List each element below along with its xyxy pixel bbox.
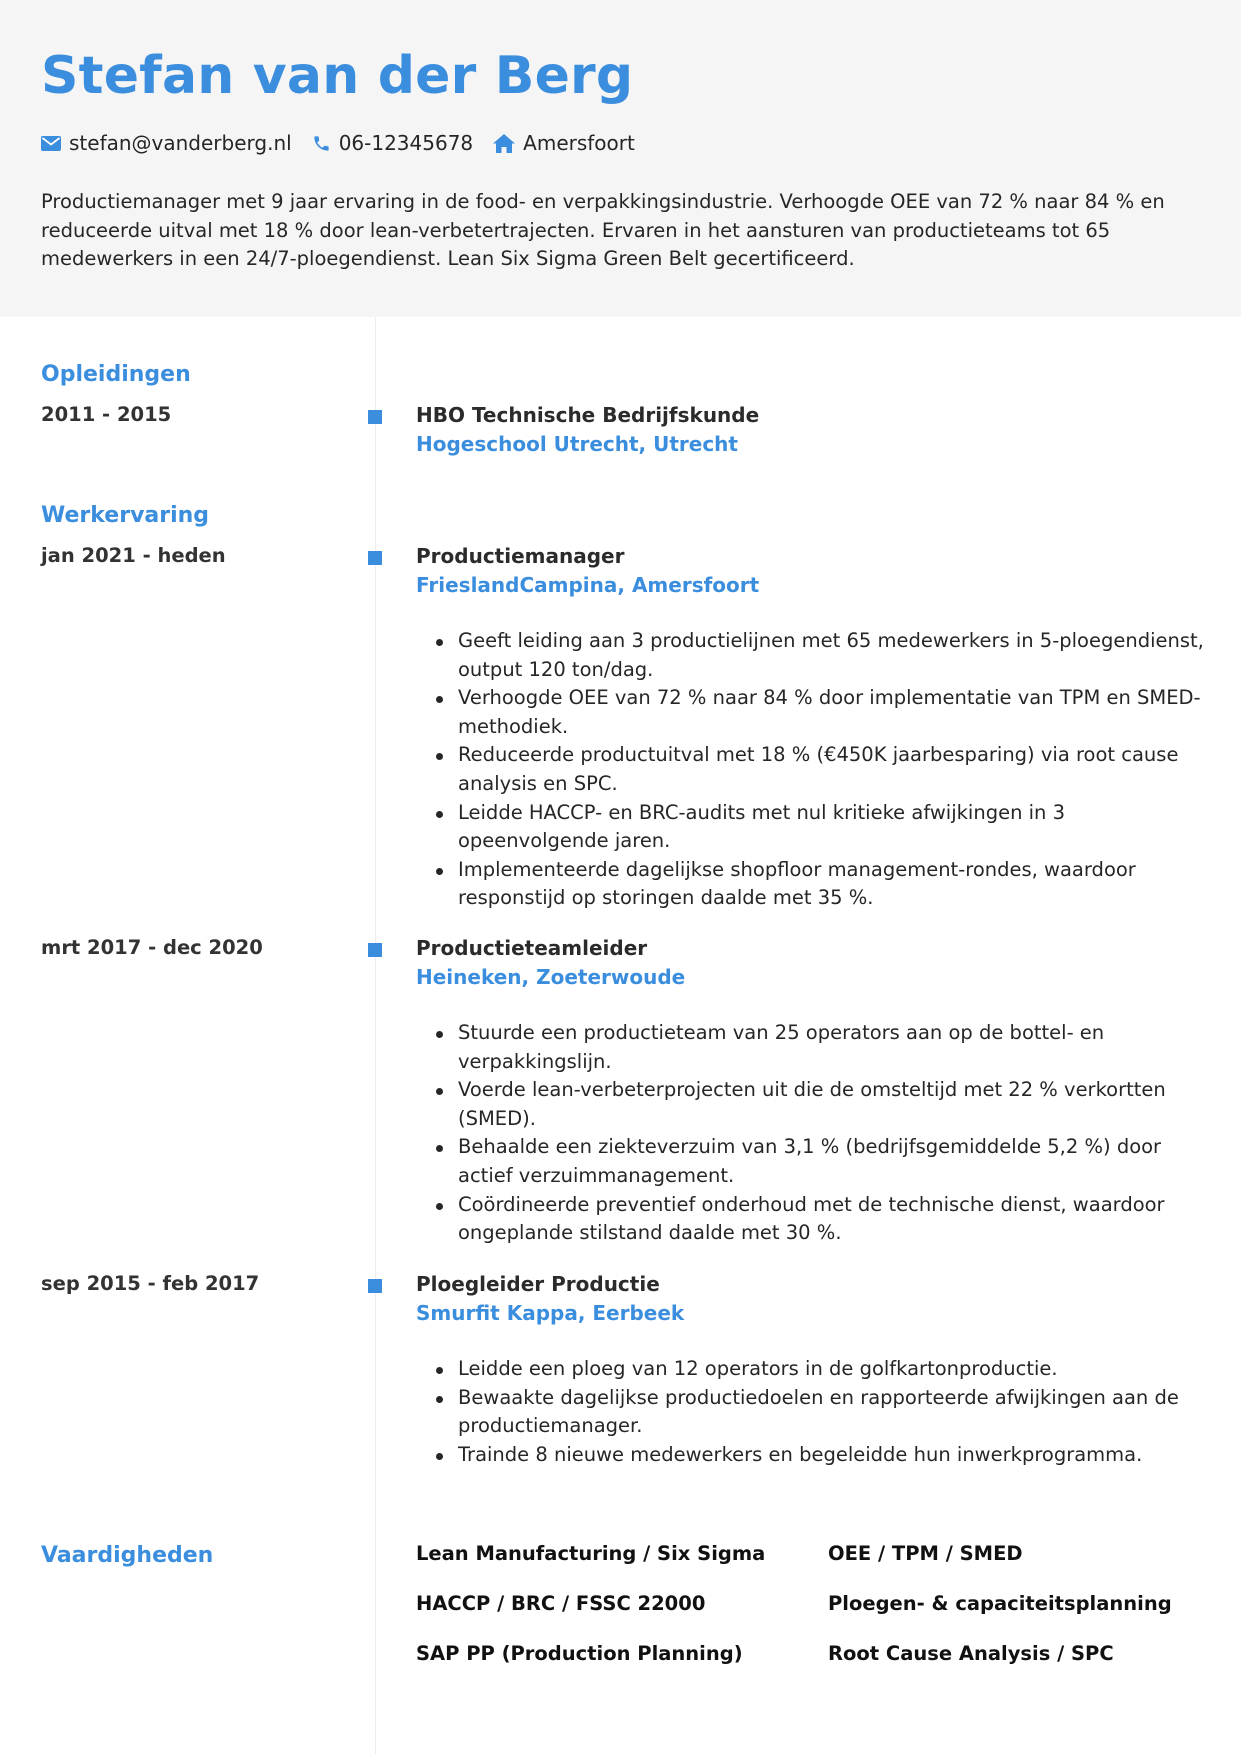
skill-item: Lean Manufacturing / Six Sigma: [416, 1542, 766, 1565]
job-responsibilities: [416, 1355, 1206, 1469]
list-item: Trainde 8 nieuwe medewerkers en begeleidde hun inwerkprogramma.: [458, 1441, 1206, 1470]
job-company: Smurfit Kappa, Eerbeek: [416, 1301, 685, 1325]
job-company: FrieslandCampina, Amersfoort: [416, 573, 760, 597]
job-period: jan 2021 - heden: [41, 544, 226, 567]
list-item: Leidde HACCP- en BRC-audits met nul kritieke afwijkingen in 3 opeenvolgende jaren.: [458, 799, 1206, 856]
contact-location-text: Amersfoort: [523, 131, 635, 155]
list-item: Verhoogde OEE van 72 % naar 84 % door implementatie van TPM en SMED-methodiek.: [458, 684, 1206, 741]
job-title: Productiemanager: [416, 544, 625, 568]
list-item: Stuurde een productieteam van 25 operators aan op de bottel- en verpakkingslijn.: [458, 1019, 1206, 1076]
list-item: Reduceerde productuitval met 18 % (€450K jaarbesparing) via root cause analysis en SPC.: [458, 741, 1206, 798]
resume-header: [0, 0, 1241, 317]
contact-phone[interactable]: [312, 131, 473, 155]
list-item: Voerde lean-verbeterprojecten uit die de omsteltijd met 22 % verkortten (SMED).: [458, 1076, 1206, 1133]
list-item: Bewaakte dagelijkse productiedoelen en rapporteerde afwijkingen aan de productiemanager.: [458, 1384, 1206, 1441]
skills-grid: [416, 1540, 1206, 1668]
timeline-marker: [368, 943, 382, 957]
education-period: 2011 - 2015: [41, 403, 172, 426]
section-title-education: Opleidingen: [41, 362, 191, 387]
skill-item: Ploegen- & capaciteitsplanning: [828, 1592, 1172, 1615]
contact-row: [41, 128, 655, 158]
contact-phone-text: 06-12345678: [338, 131, 474, 155]
contact-email[interactable]: [41, 131, 292, 155]
job-title: Ploegleider Productie: [416, 1272, 660, 1296]
job-entry: [416, 542, 1206, 913]
candidate-name: Stefan van der Berg: [41, 46, 634, 106]
timeline-marker: [368, 551, 382, 565]
education-degree: HBO Technische Bedrijfskunde: [416, 403, 760, 427]
list-item: Implementeerde dagelijkse shopfloor management-rondes, waardoor responstijd op storingen daalde met 35 %.: [458, 856, 1206, 913]
contact-email-text: stefan@vanderberg.nl: [69, 131, 292, 155]
section-title-skills: Vaardigheden: [41, 1543, 214, 1568]
timeline-divider: [375, 317, 376, 1754]
list-item: Coördineerde preventief onderhoud met de technische dienst, waardoor ongeplande stilstand daalde met 30 %.: [458, 1191, 1206, 1248]
list-item: Geeft leiding aan 3 productielijnen met 65 medewerkers in 5-ploegendienst, output 120 ton/dag.: [458, 627, 1206, 684]
education-school: Hogeschool Utrecht, Utrecht: [416, 432, 738, 456]
job-company: Heineken, Zoeterwoude: [416, 965, 686, 989]
phone-icon: [312, 134, 331, 153]
list-item: Behaalde een ziekteverzuim van 3,1 % (bedrijfsgemiddelde 5,2 %) door actief verzuimmanagement.: [458, 1133, 1206, 1190]
section-title-experience: Werkervaring: [41, 503, 210, 528]
skill-item: HACCP / BRC / FSSC 22000: [416, 1592, 706, 1615]
education-entry: [416, 401, 1206, 459]
list-item: Leidde een ploeg van 12 operators in de golfkartonproductie.: [458, 1355, 1206, 1384]
envelope-icon: [41, 136, 61, 151]
skill-item: SAP PP (Production Planning): [416, 1642, 743, 1665]
job-period: sep 2015 - feb 2017: [41, 1272, 260, 1295]
job-entry: [416, 934, 1206, 1248]
job-entry: [416, 1270, 1206, 1469]
skill-item: Root Cause Analysis / SPC: [828, 1642, 1114, 1665]
skill-item: OEE / TPM / SMED: [828, 1542, 1023, 1565]
timeline-marker: [368, 1279, 382, 1293]
job-title: Productieteamleider: [416, 936, 648, 960]
job-responsibilities: [416, 1019, 1206, 1248]
home-icon: [493, 134, 515, 153]
contact-location: [493, 131, 635, 155]
timeline-marker: [368, 410, 382, 424]
profile-summary: Productiemanager met 9 jaar ervaring in de food- en verpakkingsindustrie. Verhoogde OEE van 72 % naar 84 % en reduceerde uitval met 18 % door lean-verbetertrajecten. Ervaren in het aansturen van productieteams tot 65 medewerkers in een 24/7-ploegendienst. Lean Six Sigma Green Belt gecertificeerd.: [41, 190, 1165, 270]
job-period: mrt 2017 - dec 2020: [41, 936, 263, 959]
job-responsibilities: [416, 627, 1206, 913]
